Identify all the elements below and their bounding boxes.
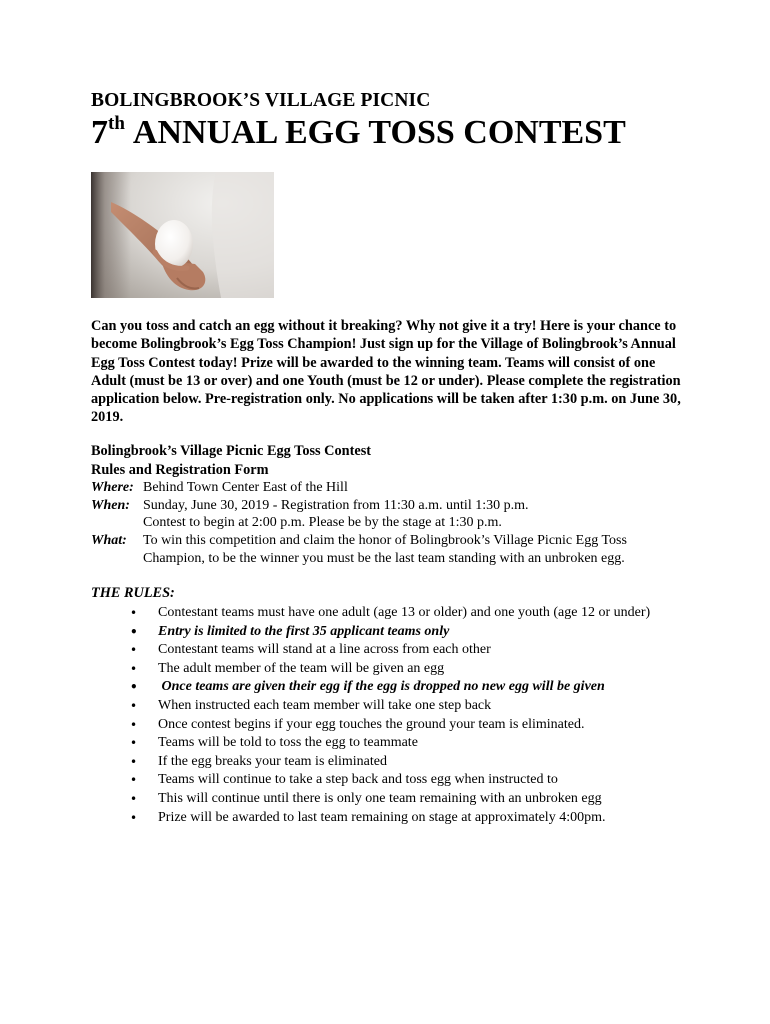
where-row [91,479,691,497]
title-text: ANNUAL EGG TOSS CONTEST [132,114,626,151]
intro-paragraph: Can you toss and catch an egg without it breaking? Why not give it a try! Here is your chance to become Bolingbrook’s Egg Toss Champion! Just sign up for the Village of Bolingbrook’s Annual Egg Toss Contest today! Prize will be awarded to the winning team. Teams will consist of one Adult (must be 13 or over) and one Youth (must be 12 or under). Please complete the registration application below. Pre-registration only. No applications will be taken after 1:30 p.m. on June 30, 2019. [91,318,681,426]
egg-photo-illustration [91,172,274,298]
rules-list [130,604,660,827]
when-value [143,497,691,532]
rule-item: • Contestant teams must have one adult (age 13 or older) and one youth (age 12 or under) [130,604,660,623]
rule-item: • Teams will be told to toss the egg to teammate [130,734,660,753]
title-ordinal-suffix: th [108,113,125,134]
rule-item: • Once teams are given their egg if the egg is dropped no new egg will be given [130,678,660,697]
rule-item: • Prize will be awarded to last team remaining on stage at approximately 4:00pm. [130,809,660,828]
page-title [91,113,626,152]
form-title-line-1: Bolingbrook’s Village Picnic Egg Toss Contest [91,443,372,459]
event-info [91,479,691,568]
what-label: What: [91,533,127,549]
title-number: 7 [91,114,108,151]
when-label-text: When [91,497,126,513]
rule-item: • Teams will continue to take a step back and toss egg when instructed to [130,771,660,790]
rule-item: • The adult member of the team will be given an egg [130,660,660,679]
where-label-text: Where [91,480,130,495]
what-value: To win this competition and claim the honor of Bolingbrook’s Village Picnic Egg Toss Champion, to be the winner you must be the last team standing with an unbroken egg. [143,533,627,566]
rule-item: • Contestant teams will stand at a line across from each other [130,641,660,660]
rules-heading: THE RULES: [91,585,175,601]
form-title-line-2: Rules and Registration Form [91,462,269,478]
when-label: When: [91,497,130,513]
event-name: BOLINGBROOK’S VILLAGE PICNIC [91,90,431,111]
where-label: Where: [91,480,134,495]
when-row [91,497,691,532]
rule-item: • Entry is limited to the first 35 applicant teams only [130,623,660,642]
form-title [91,442,371,480]
what-row [91,532,691,567]
what-label-text: What [91,533,123,549]
rule-item: • This will continue until there is only one team remaining with an unbroken egg [130,790,660,809]
hand-holding-egg-photo [91,172,274,298]
rule-item: • Once contest begins if your egg touches the ground your team is eliminated. [130,716,660,735]
when-line-1: Sunday, June 30, 2019 - Registration from 11:30 a.m. until 1:30 p.m. [143,497,529,513]
where-value: Behind Town Center East of the Hill [143,480,348,495]
rule-item: • If the egg breaks your team is eliminated [130,753,660,772]
rule-item: • When instructed each team member will take one step back [130,697,660,716]
when-line-2: Contest to begin at 2:00 p.m. Please be by the stage at 1:30 p.m. [143,515,502,531]
